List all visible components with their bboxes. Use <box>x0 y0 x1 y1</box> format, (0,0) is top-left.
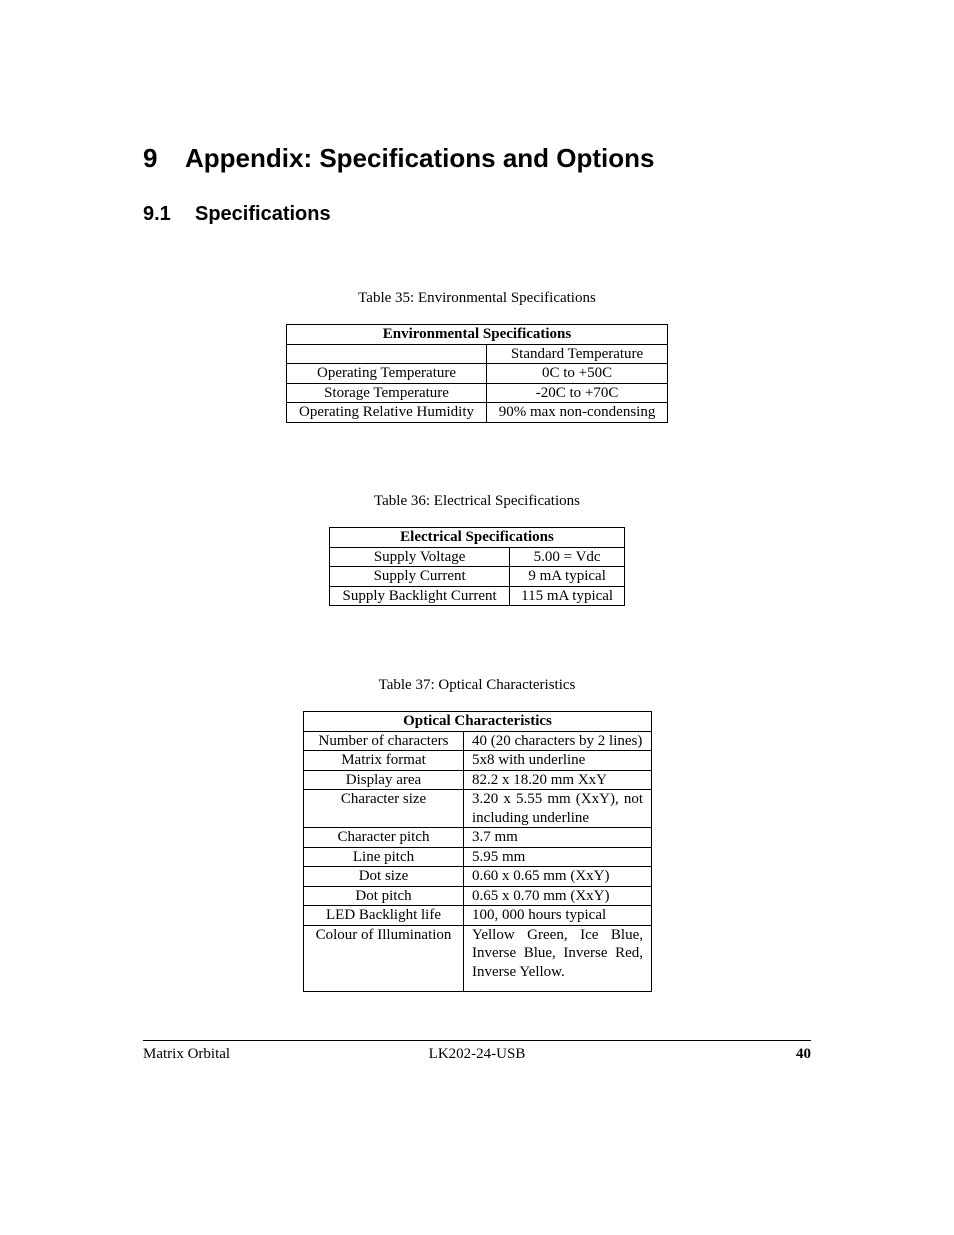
subsection-title: Specifications <box>195 203 331 225</box>
table-cell-label: Supply Voltage <box>330 547 510 567</box>
table-cell-value: 115 mA typical <box>510 586 625 606</box>
electrical-specs-table <box>329 527 625 606</box>
table-row <box>304 847 652 867</box>
table-row <box>304 731 652 751</box>
table-cell-value: 82.2 x 18.20 mm XxY <box>464 770 652 790</box>
table-cell-value: 3.20 x 5.55 mm (XxY), not including underline <box>464 790 652 828</box>
table-cell-label: LED Backlight life <box>304 906 464 926</box>
table-cell-label: Storage Temperature <box>287 383 487 403</box>
table-row <box>304 790 652 828</box>
table-cell-value: -20C to +70C <box>487 383 668 403</box>
table-row <box>304 925 652 992</box>
column-header: Standard Temperature <box>487 344 668 364</box>
table-cell-label: Line pitch <box>304 847 464 867</box>
subsection-number: 9.1 <box>143 203 171 225</box>
table-header: Environmental Specifications <box>287 325 668 345</box>
table-cell-label: Operating Relative Humidity <box>287 403 487 423</box>
table-cell-value: 90% max non-condensing <box>487 403 668 423</box>
table-header: Optical Characteristics <box>304 712 652 732</box>
table-header-row <box>287 325 668 345</box>
table-cell-value: 0C to +50C <box>487 364 668 384</box>
section-title: Appendix: Specifications and Options <box>185 143 655 173</box>
table36-caption: Table 36: Electrical Specifications <box>374 493 580 509</box>
table-row <box>287 344 668 364</box>
table-cell-label: Colour of Illumination <box>304 925 464 992</box>
table-cell-empty <box>287 344 487 364</box>
table-row <box>330 586 625 606</box>
table-row <box>330 567 625 587</box>
table-row <box>287 403 668 423</box>
footer-product: LK202-24-USB <box>428 1046 526 1062</box>
table-row <box>304 886 652 906</box>
table35-caption: Table 35: Environmental Specifications <box>358 290 596 306</box>
table-cell-label: Dot size <box>304 867 464 887</box>
table-row <box>304 751 652 771</box>
footer-rule <box>143 1040 811 1041</box>
table-cell-value: 40 (20 characters by 2 lines) <box>464 731 652 751</box>
section-number: 9 <box>143 143 158 173</box>
table-row <box>287 364 668 384</box>
table-cell-value: 0.65 x 0.70 mm (XxY) <box>464 886 652 906</box>
table-cell-label: Supply Backlight Current <box>330 586 510 606</box>
table-row <box>304 828 652 848</box>
table-cell-value: 9 mA typical <box>510 567 625 587</box>
table-row <box>304 867 652 887</box>
optical-characteristics-table <box>303 711 652 992</box>
subsection-heading <box>143 200 331 228</box>
table-cell-label: Character pitch <box>304 828 464 848</box>
table-cell-label: Display area <box>304 770 464 790</box>
table-row <box>287 383 668 403</box>
table-cell-label: Character size <box>304 790 464 828</box>
section-heading <box>143 140 655 176</box>
table-cell-label: Operating Temperature <box>287 364 487 384</box>
table-header: Electrical Specifications <box>330 528 625 548</box>
table-cell-value: 5.95 mm <box>464 847 652 867</box>
table-row <box>304 770 652 790</box>
table-header-row <box>304 712 652 732</box>
table-cell-label: Supply Current <box>330 567 510 587</box>
table-cell-value: 3.7 mm <box>464 828 652 848</box>
table-cell-label: Dot pitch <box>304 886 464 906</box>
table-row <box>304 906 652 926</box>
table-row <box>330 547 625 567</box>
table-cell-label: Matrix format <box>304 751 464 771</box>
table-cell-value: Yellow Green, Ice Blue, Inverse Blue, Inverse Red, Inverse Yellow. <box>464 925 652 992</box>
table-header-row <box>330 528 625 548</box>
table-cell-value: 100, 000 hours typical <box>464 906 652 926</box>
page-number: 40 <box>796 1046 811 1062</box>
table37-caption: Table 37: Optical Characteristics <box>378 677 576 693</box>
environmental-specs-table <box>286 324 668 423</box>
table-cell-label: Number of characters <box>304 731 464 751</box>
footer-company: Matrix Orbital <box>143 1046 231 1062</box>
table-cell-value: 5x8 with underline <box>464 751 652 771</box>
table-cell-value: 5.00 = Vdc <box>510 547 625 567</box>
table-cell-value: 0.60 x 0.65 mm (XxY) <box>464 867 652 887</box>
